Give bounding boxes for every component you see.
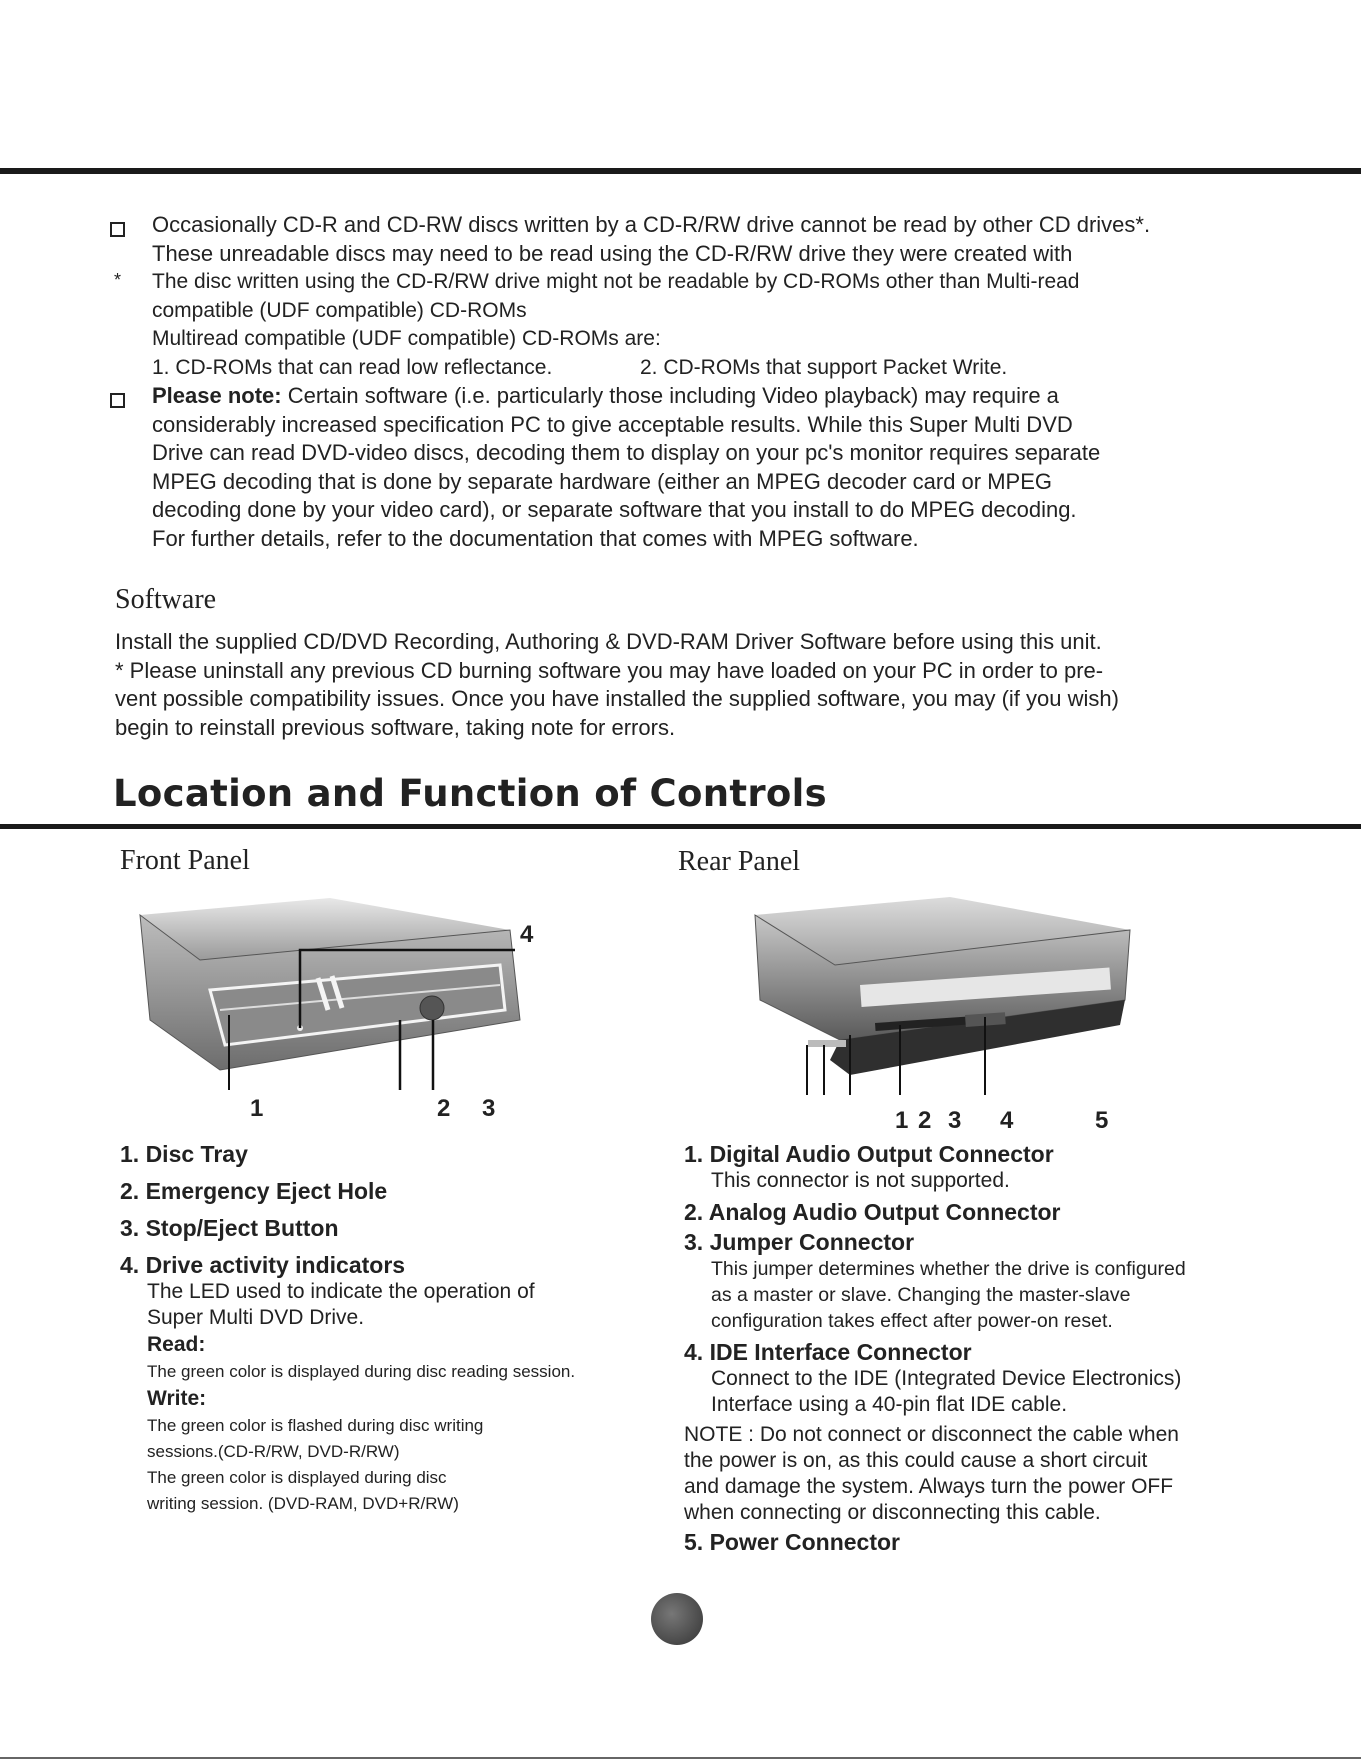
rear-item1-desc: This connector is not supported. <box>711 1169 1010 1192</box>
footnote-line: The disc written using the CD-R/RW drive might not be readable by CD-ROMs other than Multi-read <box>152 270 1080 293</box>
please-note <box>152 382 1100 553</box>
write-label: Write: <box>147 1387 207 1410</box>
rear-panel-title: Rear Panel <box>678 846 801 877</box>
section-rule <box>0 824 1361 829</box>
please-note-text: Certain software (i.e. particularly those including Video playback) may require a <box>281 383 1059 408</box>
led-desc-line: The LED used to indicate the operation of <box>147 1280 535 1303</box>
footnote-marker: * <box>114 270 122 290</box>
front-panel-items <box>120 1140 575 1517</box>
eject-button-icon <box>420 996 444 1020</box>
footnote-item-2: 2. CD-ROMs that support Packet Write. <box>640 355 1008 379</box>
rear-item-power: 5. Power Connector <box>684 1529 900 1555</box>
checkbox-bullet-icon <box>110 222 125 237</box>
footnote-item-1: 1. CD-ROMs that can read low reflectance. <box>152 355 553 379</box>
please-note-label: Please note: <box>152 383 282 408</box>
please-note-line: decoding done by your video card), or separate software that you install to do MPEG decoding. <box>152 497 1077 522</box>
rear-note-line: when connecting or disconnecting this cable. <box>684 1501 1101 1524</box>
front-panel-drive-image <box>100 880 640 1120</box>
rear-note-line: the power is on, as this could cause a short circuit <box>684 1449 1148 1472</box>
note-line: These unreadable discs may need to be read using the CD-R/RW drive they were created with <box>152 240 1073 266</box>
front-callout-4: 4 <box>520 921 534 948</box>
write-desc-line: writing session. (DVD-RAM, DVD+R/RW) <box>147 1494 459 1513</box>
rear-item-digital-audio: 1. Digital Audio Output Connector <box>684 1141 1054 1167</box>
rear-callout-4: 4 <box>1000 1107 1014 1134</box>
page-marker-circle <box>651 1593 703 1645</box>
checkbox-bullet-icon <box>110 393 125 408</box>
rear-item3-desc-line: This jumper determines whether the drive is configured <box>711 1258 1186 1280</box>
note-line: Occasionally CD-R and CD-RW discs written by a CD-R/RW drive cannot be read by other CD drives*. <box>152 212 1151 237</box>
front-item-activity-indicators: 4. Drive activity indicators <box>120 1252 406 1278</box>
front-item-disc-tray: 1. Disc Tray <box>120 1141 248 1167</box>
write-desc-line: The green color is flashed during disc writing <box>147 1416 484 1435</box>
rear-note-line: and damage the system. Always turn the power OFF <box>684 1475 1174 1498</box>
footnote-text <box>152 268 1079 382</box>
front-callout-3: 3 <box>482 1095 496 1122</box>
rear-callout-3: 3 <box>948 1107 962 1134</box>
please-note-line: MPEG decoding that is done by separate hardware (either an MPEG decoder card or MPEG <box>152 468 1053 494</box>
write-desc-line: sessions.(CD-R/RW, DVD-R/RW) <box>147 1442 400 1461</box>
software-line: Install the supplied CD/DVD Recording, Authoring & DVD-RAM Driver Software before using this unit. <box>115 629 1102 654</box>
rear-panel-drive-image <box>740 885 1140 1095</box>
note-occasionally <box>152 211 1150 268</box>
rear-callout-2: 2 <box>918 1107 932 1134</box>
front-callout-2: 2 <box>437 1095 451 1122</box>
led-desc-line: Super Multi DVD Drive. <box>147 1306 365 1329</box>
rear-note-line: NOTE : Do not connect or disconnect the cable when <box>684 1423 1179 1446</box>
rear-item-analog-audio: 2. Analog Audio Output Connector <box>684 1199 1061 1225</box>
software-heading: Software <box>115 584 217 615</box>
write-desc-line: The green color is displayed during disc <box>147 1468 447 1487</box>
software-line: * Please uninstall any previous CD burning software you may have loaded on your PC in order to pre- <box>115 657 1104 683</box>
rear-item-ide: 4. IDE Interface Connector <box>684 1339 972 1365</box>
footnote-line: Multiread compatible (UDF compatible) CD-ROMs are: <box>152 327 661 350</box>
top-rule <box>0 168 1361 174</box>
rear-item3-desc-line: configuration takes effect after power-on reset. <box>711 1310 1113 1332</box>
rear-panel-items <box>684 1140 1186 1556</box>
front-panel-title: Front Panel <box>120 845 250 876</box>
software-line: vent possible compatibility issues. Once you have installed the supplied software, you may (if you wish) <box>115 686 1119 711</box>
controls-heading: Location and Function of Controls <box>113 772 827 815</box>
please-note-line: For further details, refer to the documentation that comes with MPEG software. <box>152 525 919 551</box>
jumper-pins-icon <box>808 1040 846 1047</box>
rear-item4-desc-line: Connect to the IDE (Integrated Device Electronics) <box>711 1367 1182 1390</box>
front-item-stop-eject: 3. Stop/Eject Button <box>120 1215 339 1241</box>
rear-item4-desc-line: Interface using a 40-pin flat IDE cable. <box>711 1393 1068 1416</box>
please-note-line: Drive can read DVD-video discs, decoding them to display on your pc's monitor requires separate <box>152 440 1101 465</box>
front-callout-1: 1 <box>250 1095 264 1122</box>
rear-callout-5: 5 <box>1095 1107 1109 1134</box>
rear-callout-1: 1 <box>895 1107 909 1134</box>
front-item-emergency-eject: 2. Emergency Eject Hole <box>120 1178 388 1204</box>
software-paragraph <box>115 628 1119 742</box>
footnote-line: compatible (UDF compatible) CD-ROMs <box>152 298 527 322</box>
please-note-line: considerably increased specification PC to give acceptable results. While this Super Multi DVD <box>152 411 1073 437</box>
bottom-rule <box>0 1757 1361 1759</box>
rear-item3-desc-line: as a master or slave. Changing the master-slave <box>711 1284 1131 1306</box>
read-label: Read: <box>147 1333 206 1356</box>
rear-item-jumper: 3. Jumper Connector <box>684 1229 915 1255</box>
read-desc: The green color is displayed during disc reading session. <box>147 1362 576 1381</box>
software-line: begin to reinstall previous software, taking note for errors. <box>115 714 676 740</box>
